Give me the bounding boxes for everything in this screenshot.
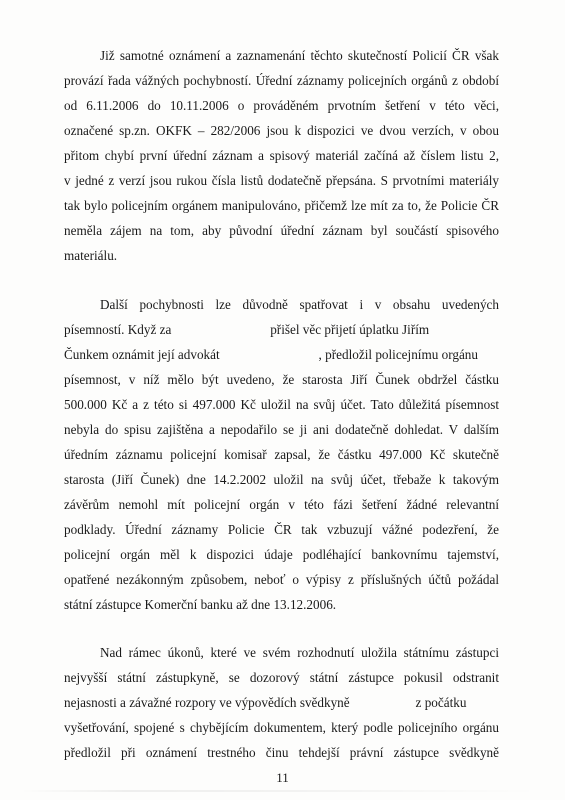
paragraph-2-line-6: nebyla do spisu zajištěna a nepodařilo se ji ani dodatečně dohledat. V dalším [64, 422, 499, 437]
paragraph-1-line-4: označené sp.zn. OKFK – 282/2006 jsou k dispozici ve dvou verzích, v obou [64, 123, 499, 138]
paragraph-3-line-5: předložil při oznámení trestného činu tehdejší právní zástupce svědkyně [64, 745, 499, 760]
page-number: 11 [276, 770, 289, 785]
paragraph-1-line-7: tak bylo policejním orgánem manipulováno, přičemž lze mít za to, že Policie ČR [64, 198, 499, 213]
paragraph-2-line-12: opatřené nezákonným způsobem, neboť o výpisy z příslušných účtů požádal [64, 572, 499, 587]
paragraph-1-line-9: materiálu. [64, 248, 118, 263]
paragraph-2-line-7: úředním záznamu policejní komisař zapsal, že částku 497.000 Kč skutečně [64, 447, 499, 462]
paragraph-2-line-4: písemnost, v níž mělo být uvedeno, že starosta Jiří Čunek obdržel částku [64, 372, 499, 387]
paragraph-2-line-10: podklady. Úřední záznamy Policie ČR tak vzbuzují vážné podezření, že [64, 522, 499, 537]
paragraph-3-line-1: Nad rámec úkonů, které ve svém rozhodnutí uložila státnímu zástupci [100, 645, 499, 660]
paragraph-2-line-8: starosta (Jiří Čunek) dne 14.2.2002 uložil na svůj účet, třebaže k takovým [64, 472, 499, 487]
paragraph-3-line-2: nejvyšší státní zástupkyně, se dozorový státní zástupce pokusil odstranit [64, 670, 499, 685]
paragraph-2-line-3: Čunkem oznámit její advokát , předložil policejnímu orgánu [64, 347, 478, 362]
paragraph-1-line-6: v jedné z verzí jsou rukou čísla listů dodatečně přepsána. S prvotními materiály [64, 173, 499, 188]
paragraph-1-line-5: přitom chybí první úřední záznam a spisový materiál začíná až číslem listu 2, [64, 148, 499, 163]
paragraph-2-line-9: závěrům nemohl mít policejní orgán v této fázi šetření žádné relevantní [64, 497, 499, 512]
paragraph-2-line-5: 500.000 Kč a z této si 497.000 Kč uložil na svůj účet. Tato důležitá písemnost [64, 397, 499, 412]
paragraph-2-line-13: státní zástupce Komerční banku až dne 13.12.2006. [64, 597, 337, 612]
paragraph-1-line-8: neměla zájem na tom, aby původní úřední záznam byl součástí spisového [64, 223, 499, 238]
paragraph-3-line-4: vyšetřování, spojené s chybějícím dokumentem, který podle policejního orgánu [64, 720, 499, 735]
scan-edge-shadow [20, 790, 540, 792]
paragraph-1-line-1: Již samotné oznámení a zaznamenání těchto skutečností Policií ČR však [100, 48, 499, 63]
paragraph-2-line-2: písemností. Když za přišel věc přijetí úplatku Jiřím [64, 322, 430, 337]
paragraph-1-line-2: provází řada vážných pochybností. Úřední záznamy policejních orgánů z období [64, 73, 499, 88]
paragraph-2-line-11: policejní orgán měl k dispozici údaje podléhající bankovnímu tajemství, [64, 547, 499, 562]
paragraph-1-line-3: od 6.11.2006 do 10.11.2006 o prováděném prvotním šetření v této věci, [64, 98, 499, 113]
paragraph-2-line-1: Další pochybnosti lze důvodně spatřovat i v obsahu uvedených [100, 297, 499, 312]
paragraph-3-line-3: nejasnosti a závažné rozpory ve výpovědích svědkyně z počátku [64, 695, 467, 710]
